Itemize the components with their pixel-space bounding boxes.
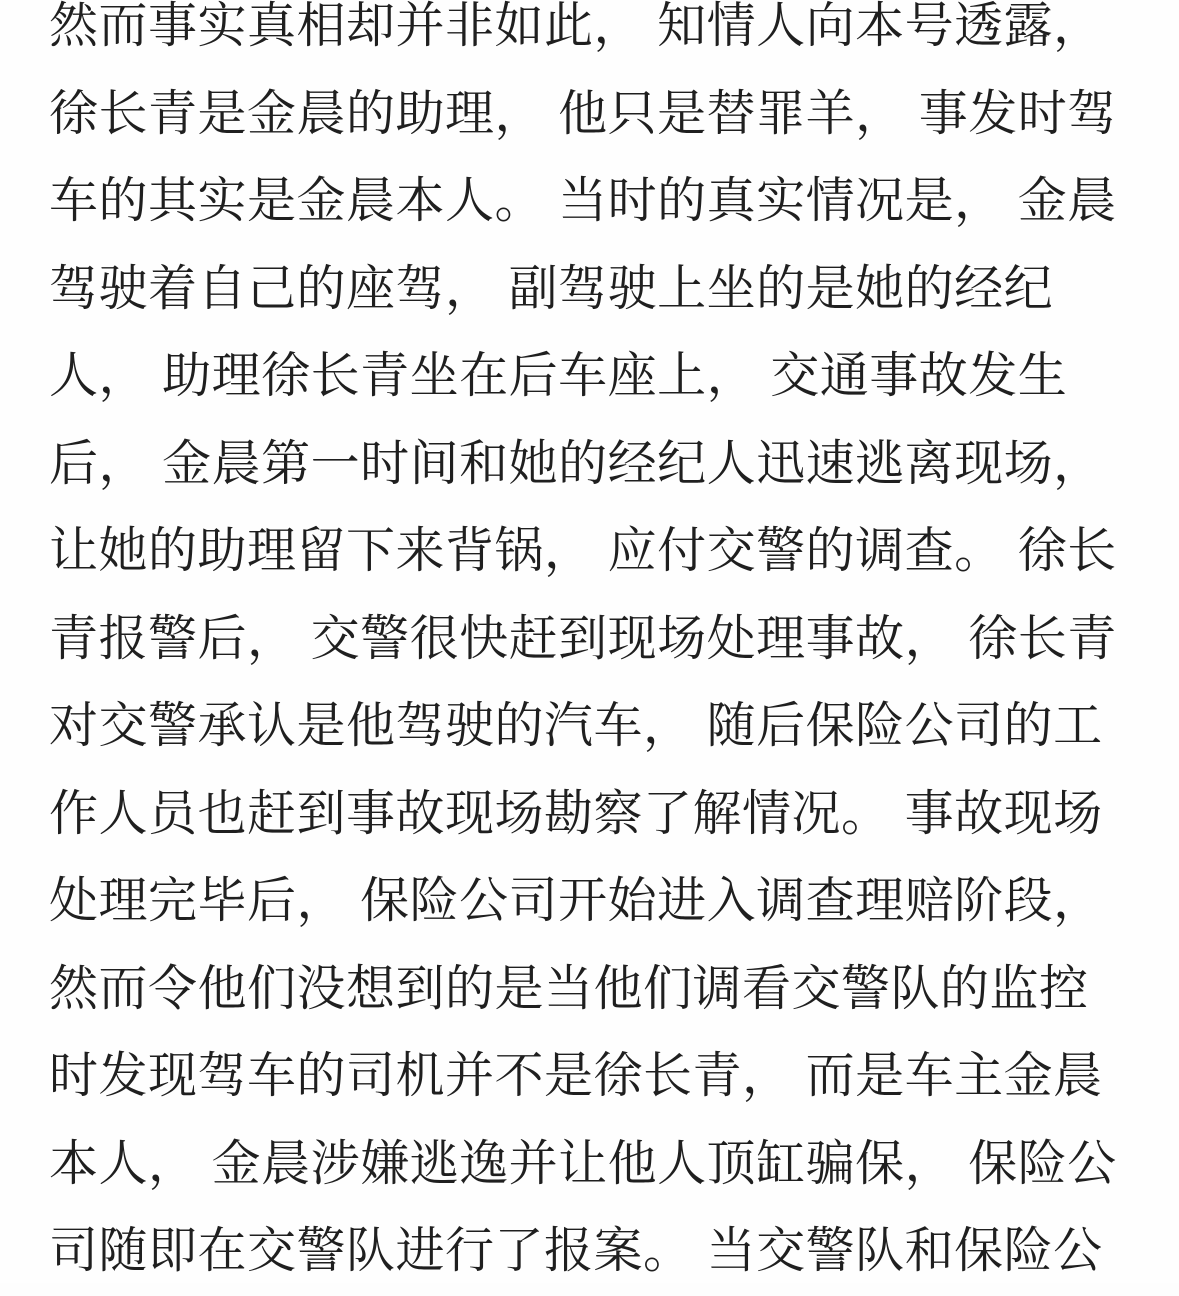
text-line: 后， 金晨第一时间和她的经纪人迅速逃离现场， (49, 436, 1103, 491)
text-line: 然而事实真相却并非如此， 知情人向本号透露， (49, 0, 1103, 53)
text-line: 车的其实是金晨本人。 当时的真实情况是， 金晨 (49, 174, 1117, 228)
text-line: 徐长青是金晨的助理， 他只是替罪羊， 事发时驾 (49, 86, 1117, 141)
text-line: 司随即在交警队进行了报案。 当交警队和保险公 (49, 1224, 1103, 1278)
text-line: 人， 助理徐长青坐在后车座上， 交通事故发生 (49, 349, 1068, 403)
text-line: 作人员也赶到事故现场勘察了解情况。 事故现场 (49, 786, 1103, 841)
text-line: 处理完毕后， 保险公司开始进入调查理赔阶段， (49, 874, 1103, 928)
text-line: 让她的助理留下来背锅， 应付交警的调查。 徐长 (49, 524, 1117, 578)
text-line: 本人， 金晨涉嫌逃逸并让他人顶缸骗保， 保险公 (49, 1136, 1117, 1191)
text-line: 然而令他们没想到的是当他们调看交警队的监控 (49, 961, 1089, 1016)
text-line: 青报警后， 交警很快赶到现场处理事故， 徐长青 (49, 611, 1117, 666)
text-line: 时发现驾车的司机并不是徐长青， 而是车主金晨 (49, 1049, 1103, 1103)
text-line: 对交警承认是他驾驶的汽车， 随后保险公司的工 (49, 699, 1103, 753)
article-body (49, 0, 1154, 1296)
text-line: 驾驶着自己的座驾， 副驾驶上坐的是她的经纪 (49, 261, 1054, 316)
